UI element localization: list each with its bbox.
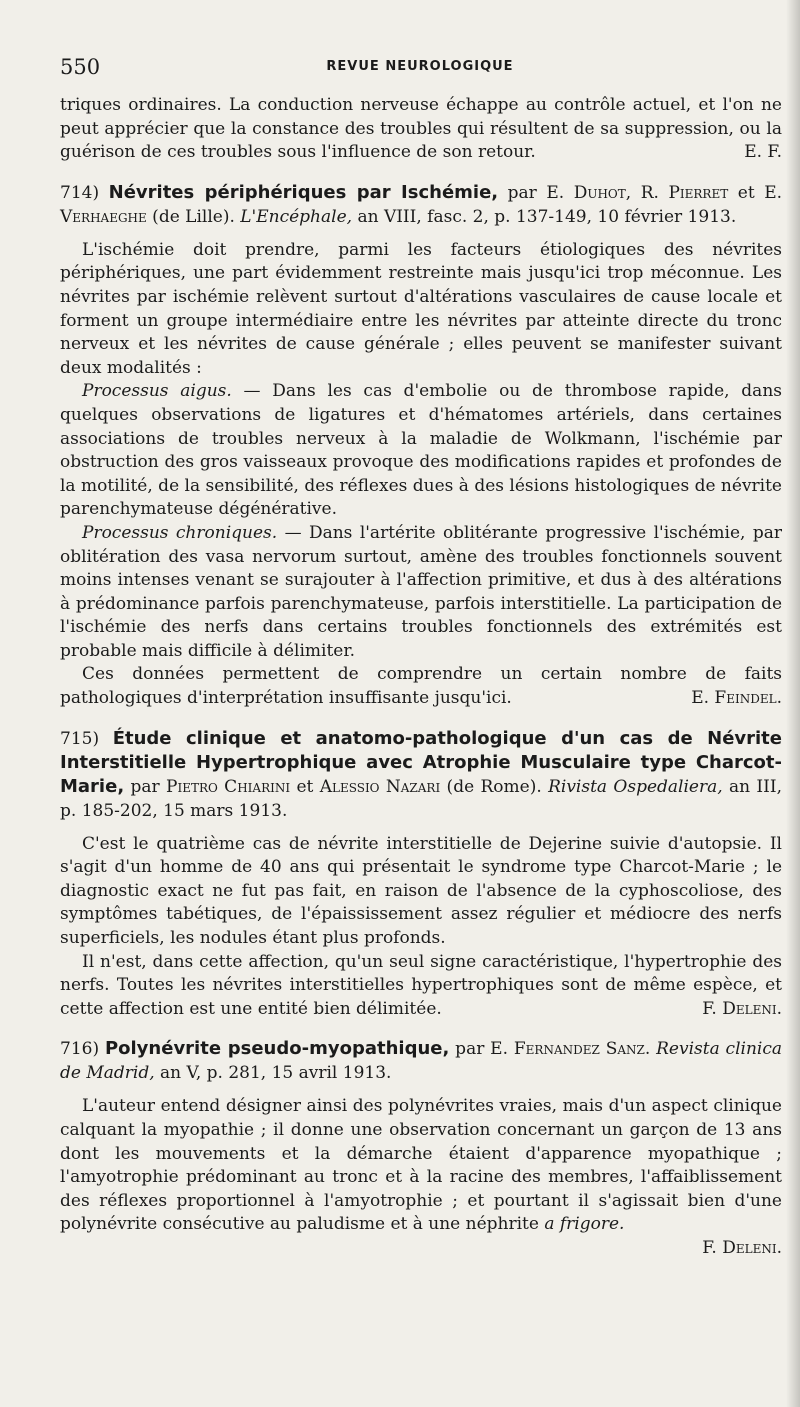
- author-name: Alessio Nazari: [319, 776, 441, 797]
- page-header: [60, 55, 780, 85]
- intro-signature: E. F.: [744, 142, 782, 163]
- author-name: Duhot: [573, 182, 626, 203]
- abstract-paragraph: Processus chroniques. — Dans l'artérite oblitérante progressive l'ischémie, par oblitération des vasa nervorum surtout, amène des troubles fonctionnels souvent moins intenses venant se surajouter à l'affection primitive, et dus à des altérations à prédominance parfois parenchymateuse, parfois interstitielle. La participation de l'ischémie des nerfs dans certains troubles fonctionnels des extrémités est probable mais difficile à délimiter.: [60, 522, 782, 661]
- abstract-716-heading: 716) Polynévrite pseudo-myopathique, par E. Fernandez Sanz. Revista clinica de Madrid, an V, p. 281, 15 avril 1913.: [60, 1038, 782, 1084]
- italic-phrase: a frigore.: [544, 1214, 625, 1235]
- abstract-paragraph: Ces données permettent de comprendre un certain nombre de faits pathologiques d'interprétation insuffisante jusqu'ici. E. Feindel.: [60, 663, 782, 710]
- journal-name: Revista clinica de Madrid,: [60, 1039, 782, 1084]
- author-name: Pierret: [668, 182, 729, 203]
- abstract-714: [60, 181, 782, 711]
- abstract-714-heading: 714) Névrites périphériques par Ischémie, par E. Duhot, R. Pierret et E. Verhaeghe (de Lille). L'Encéphale, an VIII, fasc. 2, p. 137-149, 10 février 1913.: [60, 181, 783, 227]
- journal-name: L'Encéphale,: [240, 206, 353, 227]
- intro-paragraph: triques ordinaires. La conduction nerveuse échappe au contrôle actuel, et l'on ne peut apprécier que la constance des troubles qui résultent de sa suppression, ou la guérison de ces troubles sous l'influence de son retour. E. F.: [60, 94, 782, 165]
- abstract-number: 714): [60, 182, 100, 203]
- paragraph-lead: Processus chroniques.: [82, 522, 278, 543]
- abstract-signature: F. Deleni.: [702, 1237, 782, 1258]
- page-body: [60, 94, 782, 1261]
- running-title: REVUE NEUROLOGIQUE: [326, 59, 514, 74]
- abstract-715-heading: 715) Étude clinique et anatomo-pathologique d'un cas de Névrite Interstitielle Hypertrophique avec Atrophie Musculaire type Charcot-Marie, par Pietro Chiarini et Alessio Nazari (de Rome). Rivista Ospedaliera, an III, p. 185-202, 15 mars 1913.: [60, 727, 782, 821]
- citation: an III, p. 185-202, 15 mars 1913.: [60, 776, 782, 821]
- paragraph-lead: Processus aigus.: [82, 381, 232, 402]
- citation: an VIII, fasc. 2, p. 137-149, 10 février 1913.: [352, 206, 737, 227]
- author-name: Fernandez Sanz.: [513, 1039, 651, 1060]
- abstract-title: Étude clinique et anatomo-pathologique d'un cas de Névrite Interstitielle Hypertrophique avec Atrophie Musculaire type Charcot-Marie,: [60, 727, 782, 797]
- abstract-paragraph: L'ischémie doit prendre, parmi les facteurs étiologiques des névrites périphériques, une part évidemment restreinte mais jusqu'ici trop méconnue. Les névrites par ischémie relèvent surtout d'altérations vasculaires de cause locale et forment un groupe intermédiaire entre les névrites par atteinte directe du tronc nerveux et les névrites de cause générale ; elles peuvent se manifester suivant deux modalités :: [60, 239, 782, 378]
- abstract-signature: F. Deleni.: [702, 998, 782, 1019]
- abstract-signature-line: [60, 1237, 782, 1261]
- page-edge-shadow: [786, 0, 800, 1407]
- abstract-paragraph: L'auteur entend désigner ainsi des polynévrites vraies, mais d'un aspect clinique calquant la myopathie ; il donne une observation concernant un garçon de 13 ans dont les mouvements et la démarche étaient d'apparence myopathique ; l'amyotrophie prédominant au tronc et à la racine des membres, l'affaiblissement des réflexes proportionnel à l'amyotrophie ; et pourtant il s'agissait bien d'une polynévrite consécutive au paludisme et à une néphrite a frigore.: [60, 1096, 782, 1235]
- abstract-title: Névrites périphériques par Ischémie,: [108, 181, 499, 203]
- abstract-paragraph: Processus aigus. — Dans les cas d'embolie ou de thrombose rapide, dans quelques observations de ligatures et d'hématomes artériels, dans certaines associations de troubles nerveux à la maladie de Wolkmann, l'ischémie par obstruction des gros vaisseaux provoque des modifications rapides et profondes de la motilité, de la sensibilité, des réflexes dues à des lésions histologiques de névrite parenchymateuse dégénérative.: [60, 381, 782, 520]
- abstract-paragraph: C'est le quatrième cas de névrite interstitielle de Dejerine suivie d'autopsie. Il s'agit d'un homme de 40 ans qui présentait le syndrome type Charcot-Marie ; le diagnostic exact ne fut pas fait, en raison de l'absence de la cyphoscoliose, des symptômes tabétiques, de l'épaississement assez régulier et médiocre des nerfs superficiels, les nodules étant plus profonds.: [60, 833, 782, 949]
- abstract-715: [60, 727, 782, 1022]
- abstract-716: [60, 1037, 782, 1260]
- abstract-title: Polynévrite pseudo-myopathique,: [104, 1038, 450, 1060]
- abstract-number: 716): [60, 1039, 100, 1060]
- citation: an V, p. 281, 15 avril 1913.: [154, 1063, 392, 1084]
- abstract-number: 715): [60, 728, 100, 749]
- abstract-paragraph: Il n'est, dans cette affection, qu'un seul signe caractéristique, l'hypertrophie des nerfs. Toutes les névrites interstitielles hypertrophiques sont de même espèce, et cette affection est une entité bien délimitée. F. Deleni.: [60, 951, 782, 1022]
- abstract-signature: E. Feindel.: [691, 688, 782, 709]
- author-name: Verhaeghe: [60, 206, 147, 227]
- author-name: Pietro Chiarini: [166, 776, 291, 797]
- page-number: 550: [60, 55, 101, 79]
- journal-name: Rivista Ospedaliera,: [548, 776, 723, 797]
